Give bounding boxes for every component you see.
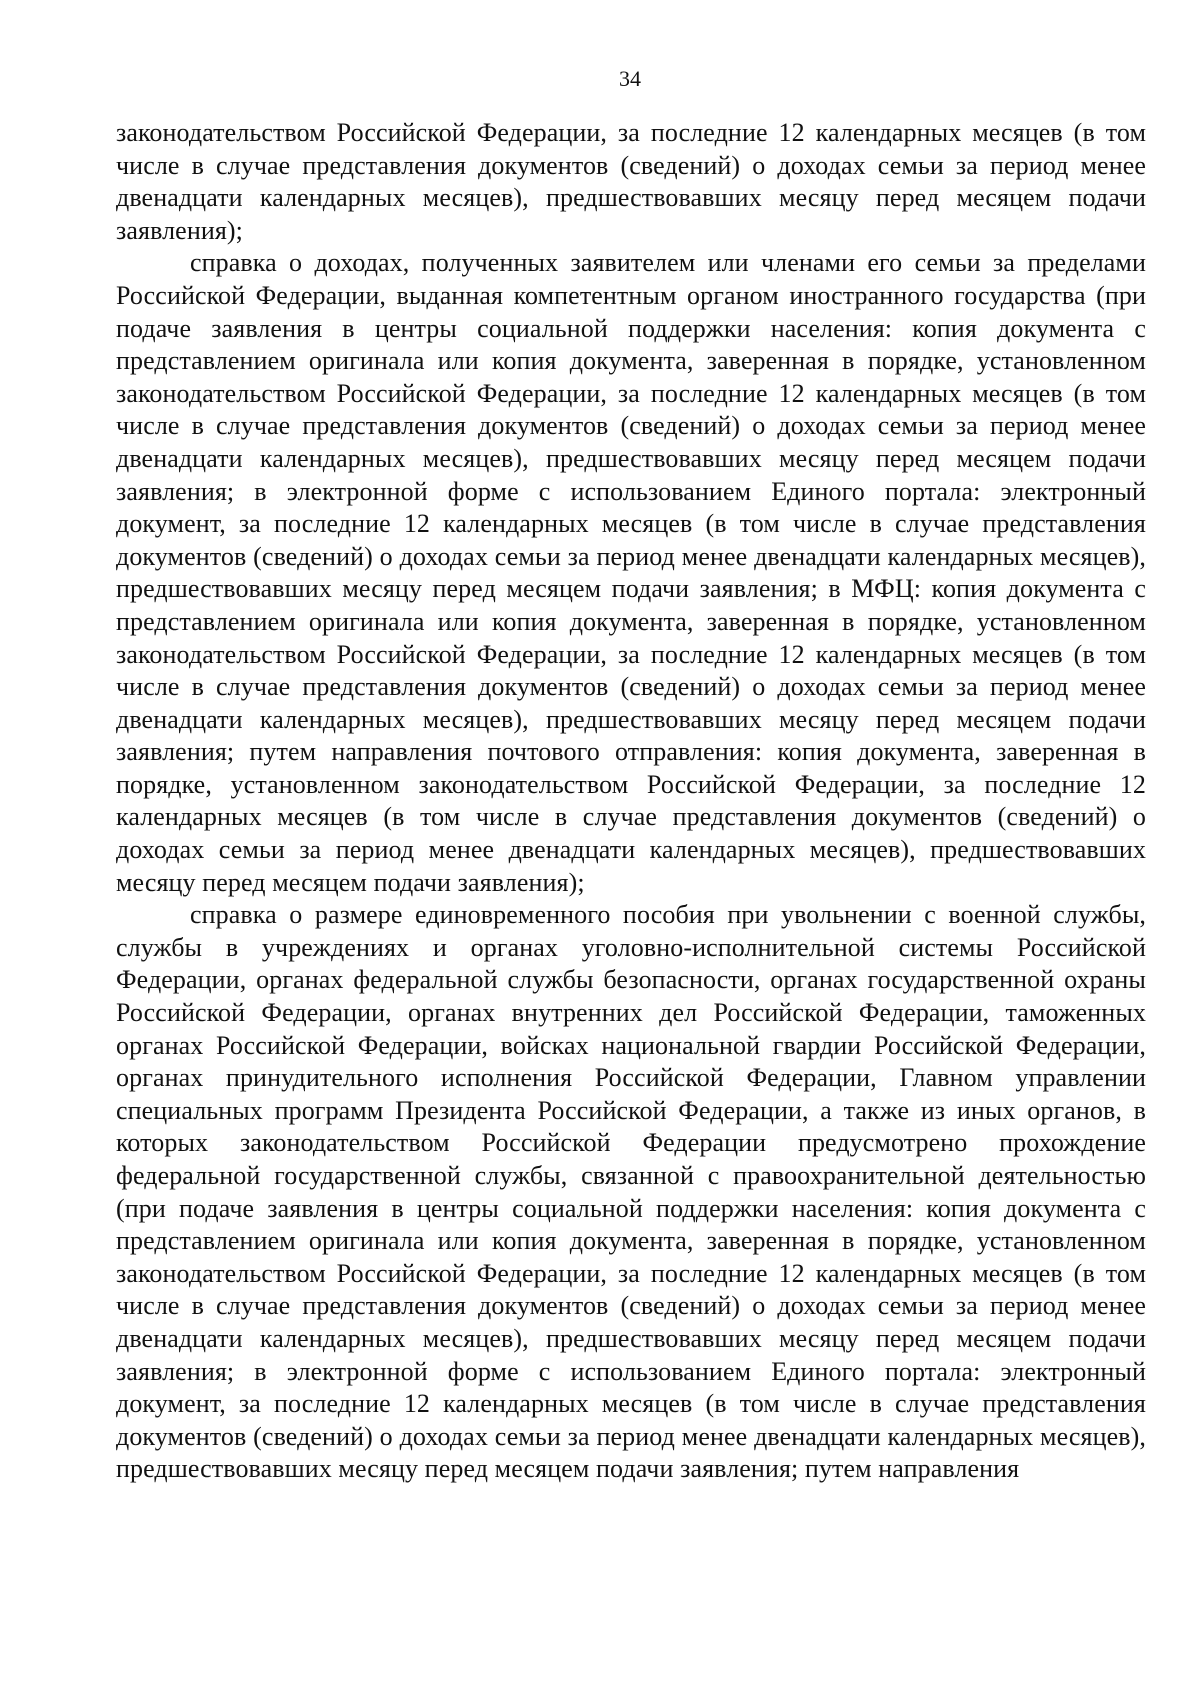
document-body — [116, 117, 1146, 1486]
paragraph-severance-allowance-certificate: справка о размере единовременного пособия при увольнении с военной службы, службы в учреждениях и органах уголовно-исполнительной системы Российской Федерации, органах федеральной службы безопасности, органах государственной охраны Российской Федерации, органах внутренних дел Российской Федерации, таможенных органах Российской Федерации, войсках национальной гвардии Российской Федерации, органах принудительного исполнения Российской Федерации, Главном управлении специальных программ Президента Российской Федерации, а также из иных органов, в которых законодательством Российской Федерации предусмотрено прохождение федеральной государственной службы, связанной с правоохранительной деятельностью (при подаче заявления в центры социальной поддержки населения: копия документа с представлением оригинала или копия документа, заверенная в порядке, установленном законодательством Российской Федерации, за последние 12 календарных месяцев (в том числе в случае представления документов (сведений) о доходах семьи за период менее двенадцати календарных месяцев), предшествовавших месяцу перед месяцем подачи заявления; в электронной форме с использованием Единого портала: электронный документ, за последние 12 календарных месяцев (в том числе в случае представления документов (сведений) о доходах семьи за период менее двенадцати календарных месяцев), предшествовавших месяцу перед месяцем подачи заявления; путем направления — [116, 900, 1146, 1484]
paragraph-foreign-income-certificate: справка о доходах, полученных заявителем или членами его семьи за пределами Российской Федерации, выданная компетентным органом иностранного государства (при подаче заявления в центры социальной поддержки населения: копия документа с представлением оригинала или копия документа, заверенная в порядке, установленном законодательством Российской Федерации, за последние 12 календарных месяцев (в том числе в случае представления документов (сведений) о доходах семьи за период менее двенадцати календарных месяцев), предшествовавших месяцу перед месяцем подачи заявления; в электронной форме с использованием Единого портала: электронный документ, за последние 12 календарных месяцев (в том числе в случае представления документов (сведений) о доходах семьи за период менее двенадцати календарных месяцев), предшествовавших месяцу перед месяцем подачи заявления; в МФЦ: копия документа с представлением оригинала или копия документа, заверенная в порядке, установленном законодательством Российской Федерации, за последние 12 календарных месяцев (в том числе в случае представления документов (сведений) о доходах семьи за период менее двенадцати календарных месяцев), предшествовавших месяцу перед месяцем подачи заявления; путем направления почтового отправления: копия документа, заверенная в порядке, установленном законодательством Российской Федерации, за последние 12 календарных месяцев (в том числе в случае представления документов (сведений) о доходах семьи за период менее двенадцати календарных месяцев), предшествовавших месяцу перед месяцем подачи заявления); — [116, 248, 1146, 897]
paragraph-continuation: законодательством Российской Федерации, за последние 12 календарных месяцев (в том числе в случае представления документов (сведений) о доходах семьи за период менее двенадцати календарных месяцев), предшествовавших месяцу перед месяцем подачи заявления); — [116, 118, 1146, 245]
page-number: 34 — [619, 66, 641, 91]
